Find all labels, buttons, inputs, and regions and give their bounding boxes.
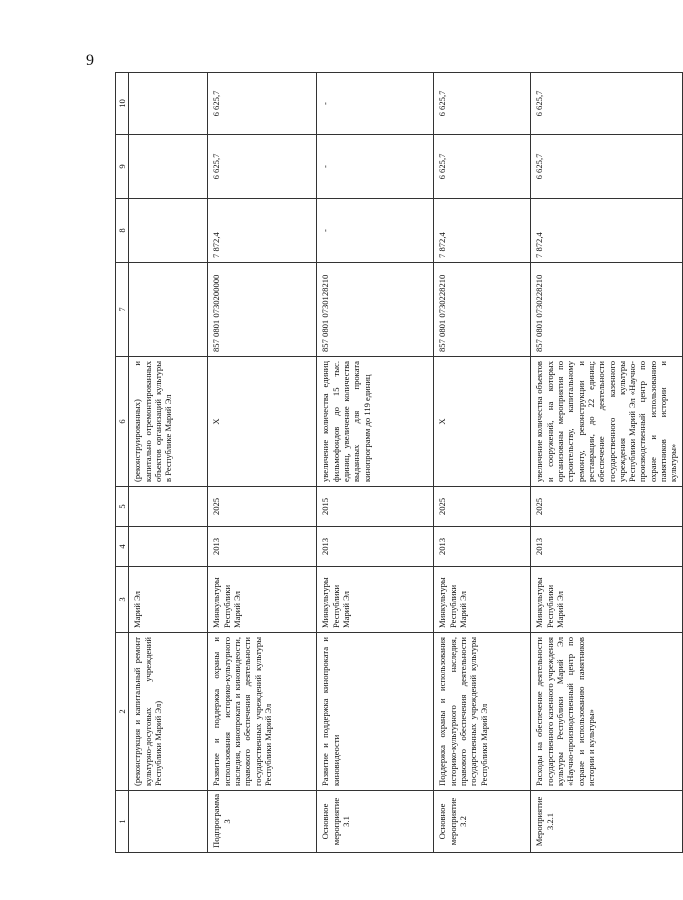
column-number: 2 <box>116 633 129 791</box>
row-code: Мероприятие 3.2.1 <box>531 791 682 853</box>
row-start-year: 2013 <box>317 527 434 567</box>
column-number: 6 <box>116 357 129 487</box>
row-title: (реконструкция и капитальный ремонт культурно-досуговых учреждений Республики Марий Эл) <box>129 633 208 791</box>
row-code <box>129 791 208 853</box>
row-value-col8: - <box>317 199 434 263</box>
column-number: 3 <box>116 567 129 633</box>
row-value-col10: 6 625,7 <box>208 73 317 135</box>
row-value-col9 <box>129 135 208 199</box>
column-number: 9 <box>116 135 129 199</box>
row-value-col8 <box>129 199 208 263</box>
row-value-col8: 7 872,4 <box>531 199 682 263</box>
column-number-row <box>116 73 129 853</box>
row-expected-result: Х <box>208 357 317 487</box>
row-executor: Минкультуры Республики Марий Эл <box>531 567 682 633</box>
row-expected-result: увеличение количества объектов и сооружений, на которых организованы мероприятия по строительству, капитальному ремонту, реконструкции и реставрации, до 22 единиц; обеспечение деятельности государственного казенного учреждения культуры Республики Марий Эл «Научно-производственный центр по охране и использованию памятников истории и культуры» <box>531 357 682 487</box>
row-executor: Минкультуры Республики Марий Эл <box>434 567 531 633</box>
table-row <box>317 73 434 853</box>
row-code: Основное мероприятие 3.1 <box>317 791 434 853</box>
row-executor: Минкультуры Республики Марий Эл <box>208 567 317 633</box>
table-row <box>208 73 317 853</box>
row-value-col10: 6 625,7 <box>531 73 682 135</box>
row-end-year: 2015 <box>317 487 434 527</box>
page-number: 9 <box>86 52 94 69</box>
row-end-year: 2025 <box>531 487 682 527</box>
row-start-year: 2013 <box>434 527 531 567</box>
row-value-col9: - <box>317 135 434 199</box>
table-row <box>531 73 682 853</box>
row-end-year: 2025 <box>434 487 531 527</box>
row-title: Поддержка охраны и использования историко-культурного наследия, правового обеспечения деятельности государственных учреждений культуры Республики Марий Эл <box>434 633 531 791</box>
row-budget-code: 857 0801 0730200000 <box>208 263 317 357</box>
row-value-col9: 6 625,7 <box>531 135 682 199</box>
row-start-year: 2013 <box>531 527 682 567</box>
column-number: 1 <box>116 791 129 853</box>
table-row <box>129 73 208 853</box>
column-number: 10 <box>116 73 129 135</box>
row-value-col10 <box>129 73 208 135</box>
row-expected-result: увеличение количества единиц фильмофондов до 15 тыс. единиц, увеличение количества выданных для проката кинопрограмм до 119 единиц <box>317 357 434 487</box>
row-executor: Марий Эл <box>129 567 208 633</box>
row-code: Основное мероприятие 3.2 <box>434 791 531 853</box>
row-value-col10: 6 625,7 <box>434 73 531 135</box>
row-code: Подпрограмма 3 <box>208 791 317 853</box>
row-title: Развитие и поддержка охраны и использования историко-культурного наследия, кинопроката и киновидеости, правового обеспечения деятельности государственных учреждений культуры Республики Марий Эл <box>208 633 317 791</box>
table-row <box>434 73 531 853</box>
row-budget-code: 857 0801 0730128210 <box>317 263 434 357</box>
row-value-col8: 7 872,4 <box>434 199 531 263</box>
row-value-col8: 7 872,4 <box>208 199 317 263</box>
column-number: 7 <box>116 263 129 357</box>
row-executor: Минкультуры Республики Марий Эл <box>317 567 434 633</box>
column-number: 8 <box>116 199 129 263</box>
row-expected-result: (реконструированных) и капитально отремонтированных объектов организаций культуры в Республике Марий Эл <box>129 357 208 487</box>
program-table <box>115 72 683 853</box>
row-end-year: 2025 <box>208 487 317 527</box>
row-start-year <box>129 527 208 567</box>
row-budget-code: 857 0801 0730228210 <box>434 263 531 357</box>
row-value-col9: 6 625,7 <box>434 135 531 199</box>
row-budget-code: 857 0801 0730228210 <box>531 263 682 357</box>
row-title: Развитие и поддержка кинопроката и киновидеости <box>317 633 434 791</box>
row-title: Расходы на обеспечение деятельности государственного казенного учреждения культуры Республики Марий Эл «Научно-производственный центр по охране и использованию памятников истории и культуры» <box>531 633 682 791</box>
column-number: 4 <box>116 527 129 567</box>
row-budget-code <box>129 263 208 357</box>
row-expected-result: Х <box>434 357 531 487</box>
row-value-col9: 6 625,7 <box>208 135 317 199</box>
row-value-col10: - <box>317 73 434 135</box>
row-end-year <box>129 487 208 527</box>
row-start-year: 2013 <box>208 527 317 567</box>
column-number: 5 <box>116 487 129 527</box>
rotated-table-container <box>115 73 680 853</box>
